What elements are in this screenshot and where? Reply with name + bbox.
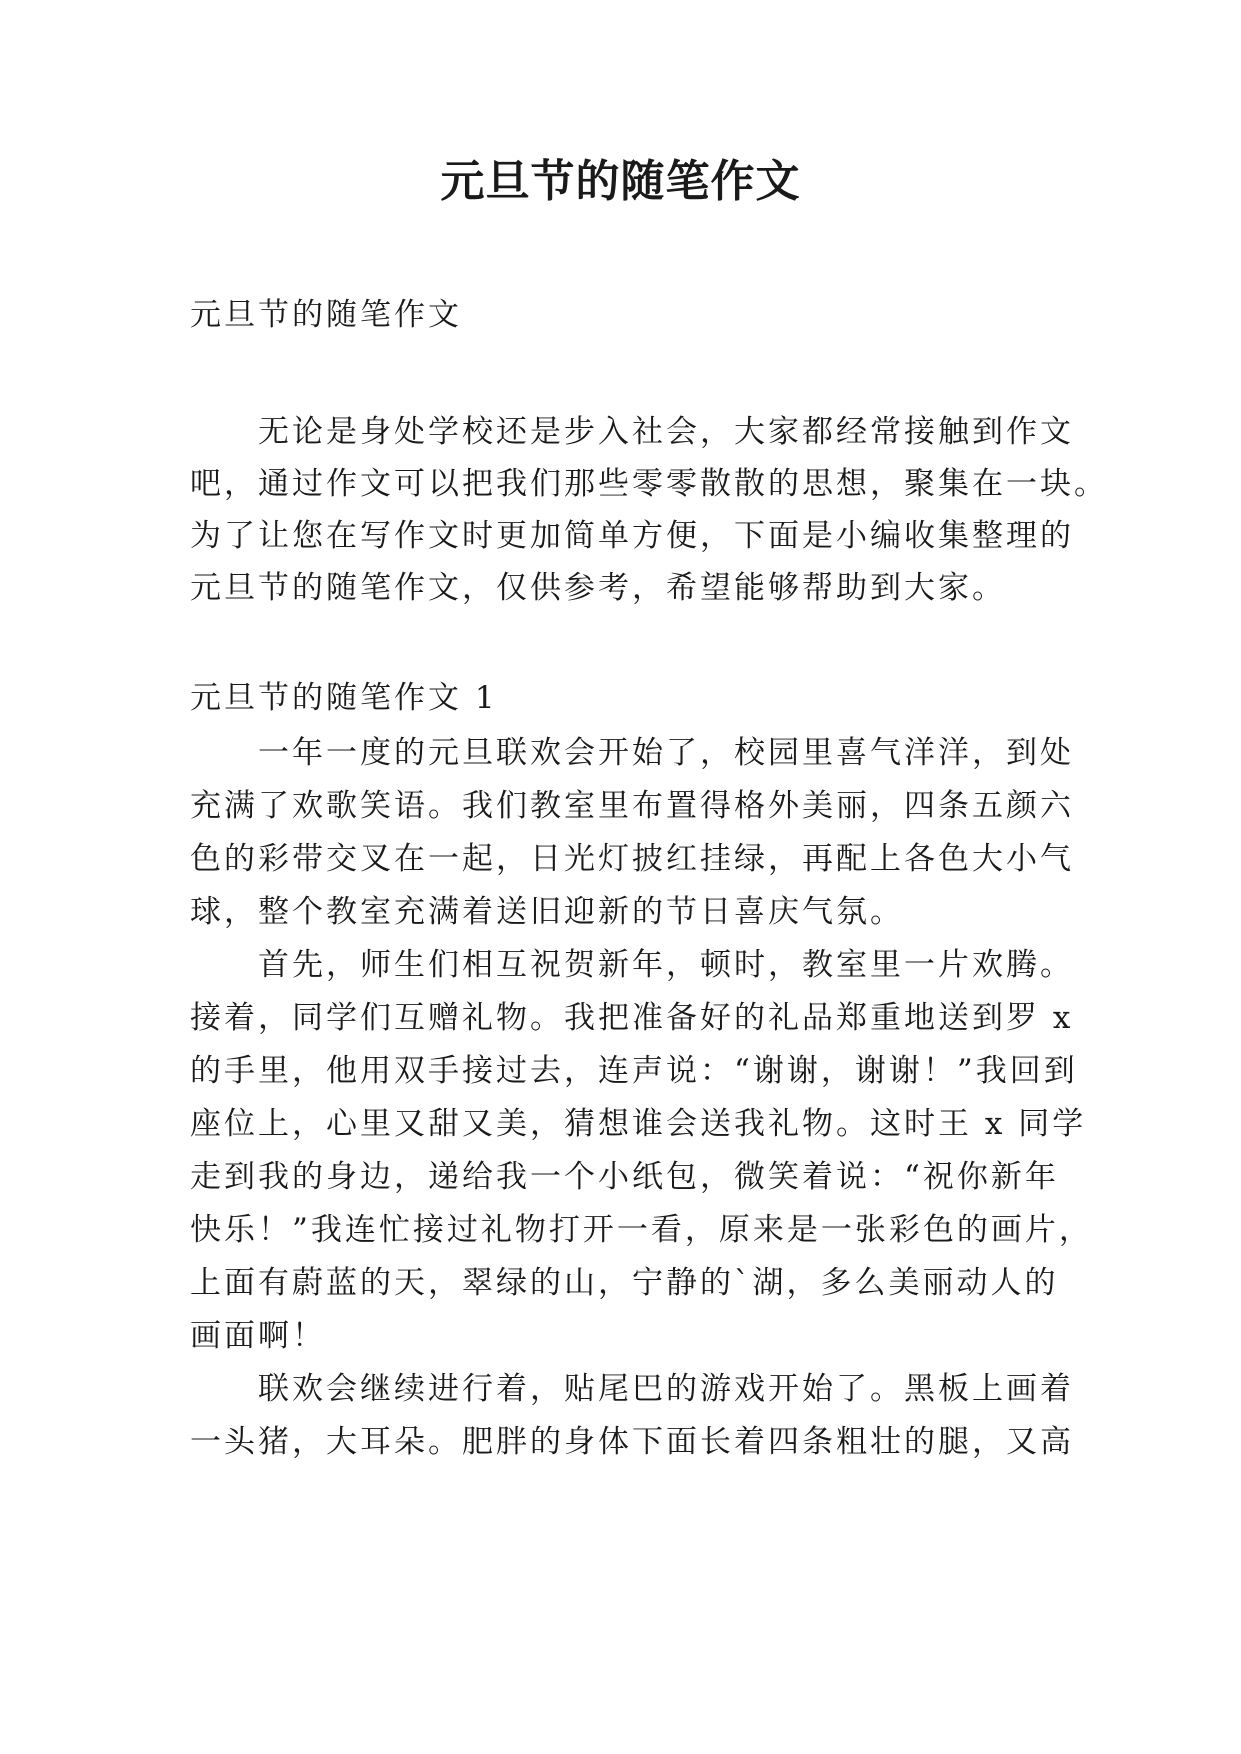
paragraph-line: 的手里，他用双手接过去，连声说：“谢谢，谢谢！”我回到: [190, 1053, 1078, 1089]
paragraph-line: 上面有蔚蓝的天，翠绿的山，宁静的`湖，多么美丽动人的: [190, 1265, 1059, 1301]
intro-line: 为了让您在写作文时更加简单方便，下面是小编收集整理的: [190, 518, 1074, 554]
paragraph-line: 走到我的身边，递给我一个小纸包，微笑着说：“祝你新年: [190, 1159, 1059, 1195]
section-heading: 元旦节的随笔作文 1: [190, 680, 498, 716]
paragraph-line: 一头猪，大耳朵。肥胖的身体下面长着四条粗壮的腿，又高: [190, 1424, 1074, 1460]
paragraph-3: [190, 1363, 1074, 1469]
document-subtitle: 元旦节的随笔作文: [190, 297, 462, 333]
paragraph-line: 首先，师生们相互祝贺新年，顿时，教室里一片欢腾。: [258, 947, 1074, 983]
paragraph-line: 画面啊！: [190, 1318, 326, 1354]
paragraph-line: 座位上，心里又甜又美，猜想谁会送我礼物。这时王 x 同学: [190, 1106, 1087, 1142]
intro-line: 无论是身处学校还是步入社会，大家都经常接触到作文: [258, 414, 1074, 450]
paragraph-line: 球，整个教室充满着送旧迎新的节日喜庆气氛。: [190, 894, 904, 930]
intro-line: 元旦节的随笔作文，仅供参考，希望能够帮助到大家。: [190, 570, 1006, 606]
intro-line: 吧，通过作文可以把我们那些零零散散的思想，聚集在一块。: [190, 466, 1108, 502]
paragraph-line: 接着，同学们互赠礼物。我把准备好的礼品郑重地送到罗 x: [190, 1000, 1074, 1036]
paragraph-1: [190, 727, 1074, 939]
paragraph-line: 快乐！”我连忙接过礼物打开一看，原来是一张彩色的画片，: [190, 1212, 1093, 1248]
intro-paragraph: [190, 406, 1108, 614]
document-title: 元旦节的随笔作文: [440, 156, 801, 207]
paragraph-line: 联欢会继续进行着，贴尾巴的游戏开始了。黑板上画着: [258, 1371, 1074, 1407]
document-body: [190, 286, 1108, 1469]
paragraph-2: [190, 939, 1093, 1363]
paragraph-line: 充满了欢歌笑语。我们教室里布置得格外美丽，四条五颜六: [190, 788, 1074, 824]
paragraph-line: 色的彩带交叉在一起，日光灯披红挂绿，再配上各色大小气: [190, 841, 1074, 877]
paragraph-line: 一年一度的元旦联欢会开始了，校园里喜气洋洋，到处: [258, 735, 1074, 771]
